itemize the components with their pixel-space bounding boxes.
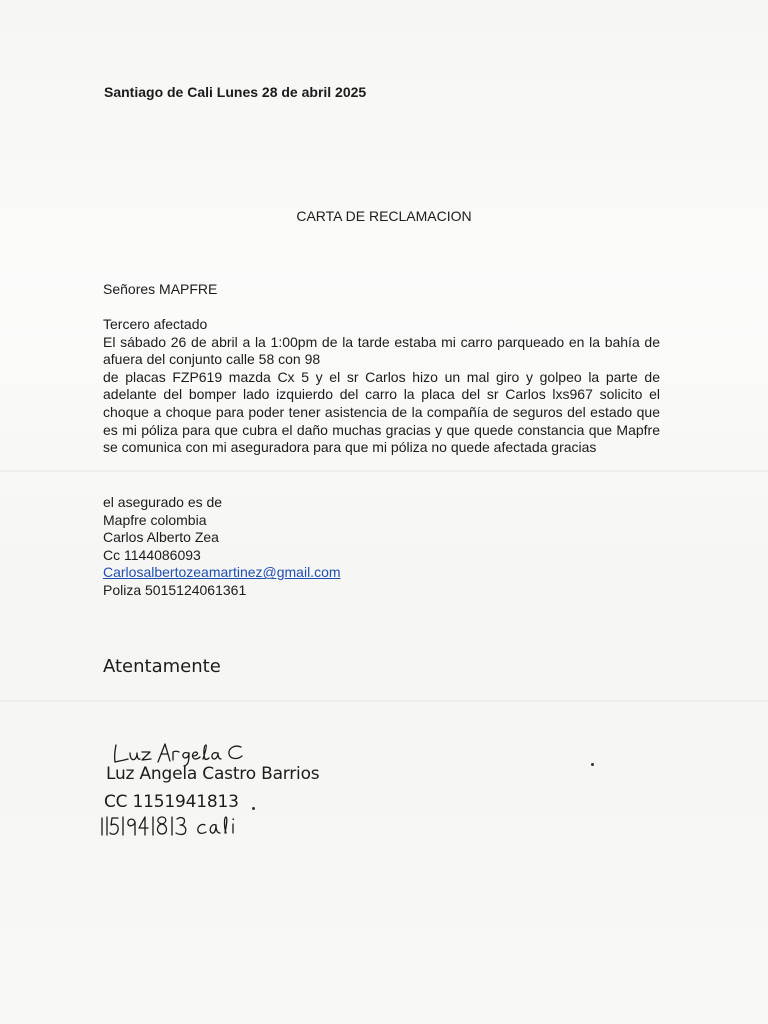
date-line: Santiago de Cali Lunes 28 de abril 2025 bbox=[104, 84, 367, 100]
letter-subject: CARTA DE RECLAMACION bbox=[296, 208, 472, 224]
body-heading: Tercero afectado bbox=[103, 316, 208, 332]
insured-info bbox=[103, 494, 341, 600]
insured-policy: Poliza 5015124061361 bbox=[103, 581, 247, 598]
printed-cc: CC 1151941813 bbox=[104, 792, 239, 812]
handwritten-cc bbox=[98, 812, 258, 838]
salutation: Señores MAPFRE bbox=[103, 281, 218, 297]
paper-fold bbox=[0, 700, 768, 702]
printed-name: Luz Angela Castro Barrios bbox=[106, 764, 320, 784]
insured-name: Carlos Alberto Zea bbox=[103, 529, 219, 546]
paper-fold bbox=[0, 470, 768, 472]
ink-speck bbox=[252, 807, 255, 810]
insured-email-link[interactable]: Carlosalbertozeamartinez@gmail.com bbox=[103, 564, 341, 581]
insured-intro: el asegurado es de bbox=[103, 494, 223, 510]
insured-cc: Cc 1144086093 bbox=[103, 546, 201, 563]
letter-body bbox=[103, 316, 660, 457]
body-paragraph: El sábado 26 de abril a la 1:00pm de la tarde estaba mi carro parqueado en la bahía de afuera del conjunto calle 58 con 98 bbox=[103, 333, 660, 368]
ink-speck bbox=[591, 763, 594, 766]
body-paragraph-2: de placas FZP619 mazda Cx 5 y el sr Carlos hizo un mal giro y golpeo la parte de adelante del bomper lado izquierdo del carro la placa del sr Carlos lxs967 solicito el choque a choque para poder tener asistencia de la compañía de seguros del estado que es mi póliza para que cubra el daño muchas gracias y que quede constancia que Mapfre se comunica con mi aseguradora para que mi póliza no quede afectada gracias bbox=[103, 368, 660, 456]
closing: Atentamente bbox=[103, 656, 221, 677]
insured-company: Mapfre colombia bbox=[103, 511, 207, 528]
